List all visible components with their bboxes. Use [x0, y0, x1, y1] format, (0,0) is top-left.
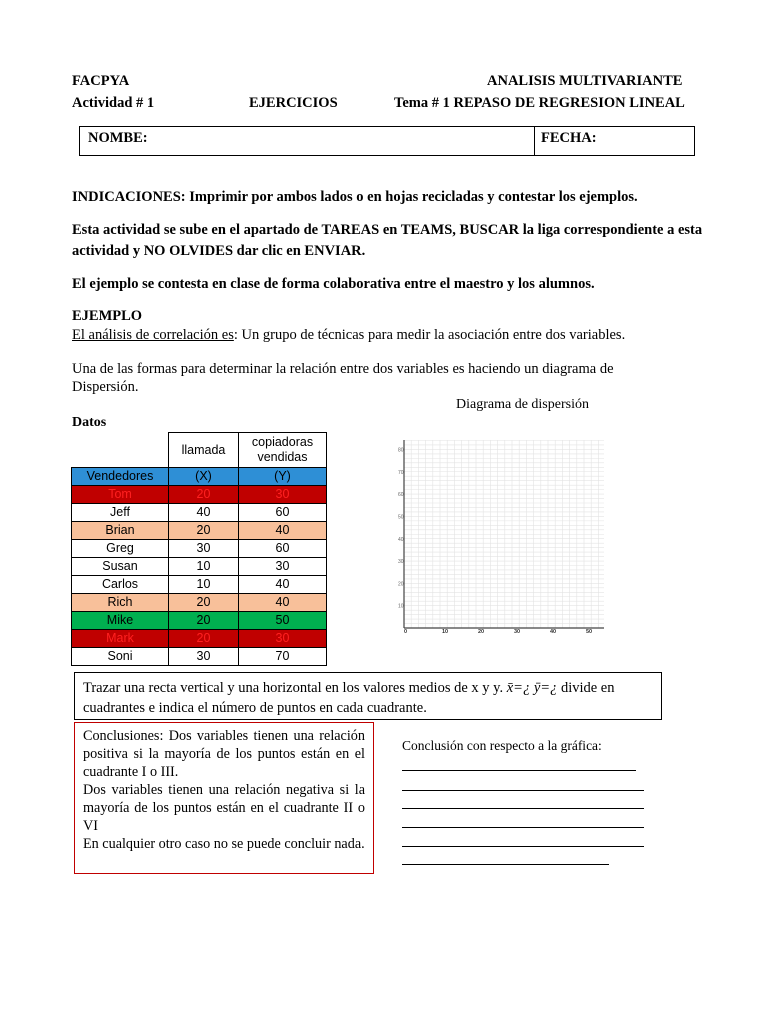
date-field-label[interactable]: FECHA: — [541, 130, 597, 146]
answer-line[interactable] — [402, 808, 644, 809]
sales-data-table — [71, 432, 327, 666]
conclusions-box — [74, 722, 374, 874]
seller-name-cell: Carlos — [72, 576, 169, 594]
table-row — [72, 612, 327, 630]
y-tick-label: 50 — [398, 514, 404, 521]
y-value-cell: 40 — [239, 594, 327, 612]
x-value-cell: 40 — [169, 504, 239, 522]
graph-conclusion-label: Conclusión con respecto a la gráfica: — [402, 738, 602, 753]
table-row — [72, 630, 327, 648]
y-value-cell: 50 — [239, 612, 327, 630]
subheader-sellers: Vendedores — [72, 468, 169, 486]
table-row — [72, 522, 327, 540]
name-field-label[interactable]: NOMBE: — [88, 130, 148, 146]
y-tick-label: 60 — [398, 492, 404, 499]
activity-type: EJERCICIOS — [249, 95, 338, 111]
x-value-cell: 20 — [169, 594, 239, 612]
conclusion-other: En cualquier otro caso no se puede concluir nada. — [83, 836, 365, 852]
seller-name-cell: Soni — [72, 648, 169, 666]
y-value-cell: 40 — [239, 522, 327, 540]
y-value-cell: 60 — [239, 540, 327, 558]
definition-text: : Un grupo de técnicas para medir la asociación entre dos variables. — [233, 327, 626, 343]
instructions-paragraph: INDICACIONES: Imprimir por ambos lados o en hojas recicladas y contestar los ejemplos. — [72, 189, 638, 205]
header-cell-copiers: copiadoras vendidas — [239, 433, 327, 468]
x-value-cell: 20 — [169, 630, 239, 648]
table-row — [72, 540, 327, 558]
header-cell-calls: llamada — [169, 433, 239, 468]
instruction-text-end: divide en cuadrantes e indica el número de puntos en cada cuadrante. — [83, 680, 615, 716]
table-row — [72, 486, 327, 504]
y-value-cell: 40 — [239, 576, 327, 594]
conclusion-positive: Conclusiones: Dos variables tienen una relación positiva si la mayoría de los puntos están en el cuadrante I o III. — [83, 728, 365, 780]
x-tick-label: 30 — [514, 629, 521, 635]
y-value-cell: 30 — [239, 630, 327, 648]
name-date-box — [79, 126, 695, 156]
answer-line[interactable] — [402, 864, 609, 865]
table-row — [72, 648, 327, 666]
subheader-y: (Y) — [239, 468, 327, 486]
seller-name-cell: Mark — [72, 630, 169, 648]
x-value-cell: 10 — [169, 558, 239, 576]
upload-instructions: Esta actividad se sube en el apartado de TAREAS en TEAMS, BUSCAR la liga correspondiente a esta actividad y NO OLVIDES dar clic en ENVIAR. — [72, 222, 703, 259]
x-value-cell: 20 — [169, 486, 239, 504]
seller-name-cell: Brian — [72, 522, 169, 540]
x-value-cell: 30 — [169, 648, 239, 666]
y-mean-symbol: ȳ=¿ — [533, 680, 558, 696]
data-label: Datos — [72, 415, 107, 430]
y-value-cell: 60 — [239, 504, 327, 522]
activity-number: Actividad # 1 — [72, 95, 155, 111]
x-tick-label: 0 — [404, 629, 408, 635]
example-title: EJEMPLO — [72, 308, 143, 324]
answer-line[interactable] — [402, 790, 644, 791]
seller-name-cell: Greg — [72, 540, 169, 558]
x-value-cell: 10 — [169, 576, 239, 594]
y-tick-label: 70 — [398, 469, 404, 476]
table-subheader-row — [72, 468, 327, 486]
scatter-grid[interactable] — [388, 428, 608, 640]
subject-title: ANALISIS MULTIVARIANTE — [487, 73, 683, 89]
answer-line[interactable] — [402, 770, 636, 771]
x-tick-label: 50 — [586, 629, 593, 635]
correlation-definition — [72, 325, 712, 346]
seller-name-cell: Jeff — [72, 504, 169, 522]
mean-instruction-box — [74, 672, 662, 720]
header-cell-empty — [72, 433, 169, 468]
table-row — [72, 594, 327, 612]
answer-line[interactable] — [402, 846, 644, 847]
org-name: FACPYA — [72, 73, 130, 89]
y-tick-label: 10 — [398, 603, 404, 610]
y-tick-label: 80 — [398, 447, 404, 454]
x-value-cell: 30 — [169, 540, 239, 558]
seller-name-cell: Susan — [72, 558, 169, 576]
seller-name-cell: Mike — [72, 612, 169, 630]
y-value-cell: 30 — [239, 558, 327, 576]
scatter-paragraph: Una de las formas para determinar la relación entre dos variables es haciendo un diagrama de Dispersión. — [72, 361, 614, 395]
y-value-cell: 30 — [239, 486, 327, 504]
instruction-text-start: Trazar una recta vertical y una horizontal en los valores medios de x y y. — [83, 680, 507, 696]
seller-name-cell: Tom — [72, 486, 169, 504]
table-row — [72, 576, 327, 594]
y-value-cell: 70 — [239, 648, 327, 666]
x-mean-symbol: x̄=¿ — [506, 680, 531, 696]
table-header-row — [72, 433, 327, 468]
table-row — [72, 504, 327, 522]
y-tick-label: 30 — [398, 559, 404, 566]
y-tick-label: 40 — [398, 536, 404, 543]
diagram-title: Diagrama de dispersión — [456, 397, 589, 412]
table-row — [72, 558, 327, 576]
definition-term: El análisis de correlación es — [72, 327, 234, 343]
seller-name-cell: Rich — [72, 594, 169, 612]
x-tick-label: 10 — [442, 629, 449, 635]
answer-line[interactable] — [402, 827, 644, 828]
x-tick-label: 20 — [478, 629, 485, 635]
x-value-cell: 20 — [169, 612, 239, 630]
x-tick-label: 40 — [550, 629, 557, 635]
conclusion-negative: Dos variables tienen una relación negativa si la mayoría de los puntos están en el cuadrante II o VI — [83, 782, 365, 834]
class-instructions: El ejemplo se contesta en clase de forma colaborativa entre el maestro y los alumnos. — [72, 276, 595, 292]
box-divider — [534, 127, 535, 155]
y-tick-label: 20 — [398, 581, 404, 588]
x-value-cell: 20 — [169, 522, 239, 540]
subheader-x: (X) — [169, 468, 239, 486]
topic-title: Tema # 1 REPASO DE REGRESION LINEAL — [394, 95, 685, 111]
